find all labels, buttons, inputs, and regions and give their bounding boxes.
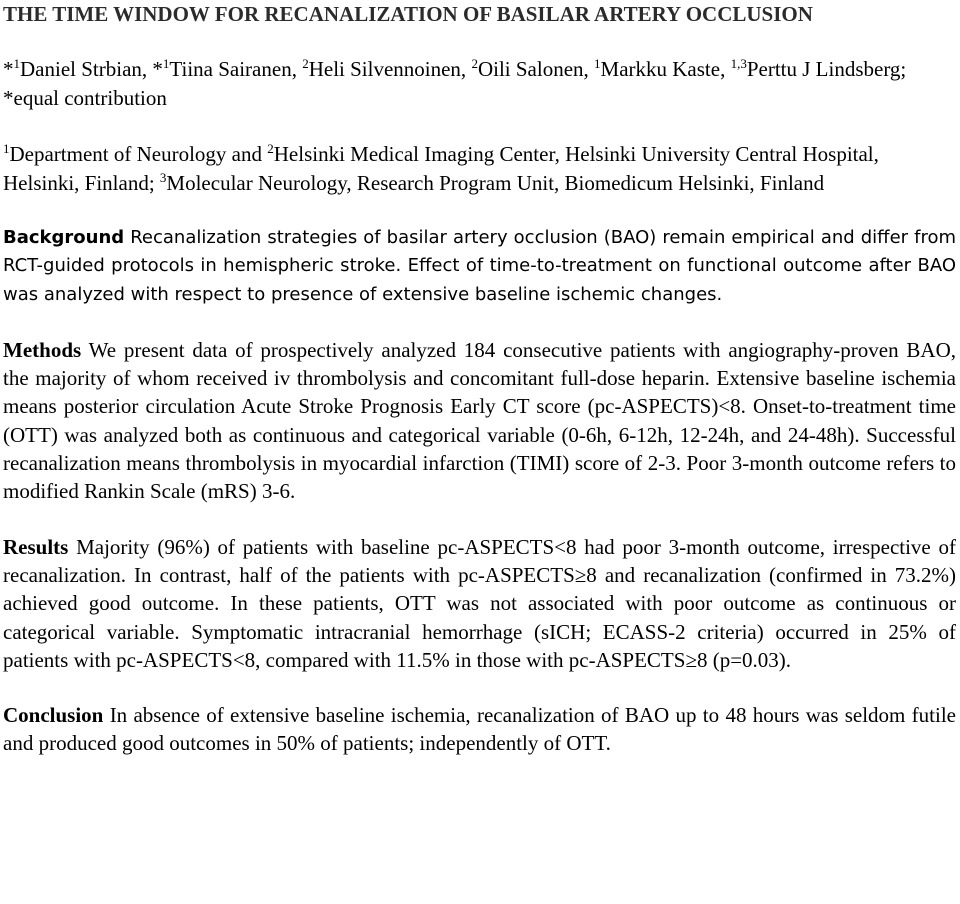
methods-section (3, 336, 956, 506)
conclusion-section (3, 701, 956, 758)
author-2: *$^1$Tiina Sairanen, (152, 56, 297, 81)
author-6: $^{1,3}$Perttu J Lindsberg; (730, 56, 907, 81)
results-heading: Results (3, 534, 69, 559)
background-heading: Background (3, 227, 125, 248)
results-section (3, 533, 956, 674)
author-5: $^1$Markku Kaste, (594, 56, 726, 81)
background-section (3, 224, 956, 309)
affiliations (3, 140, 956, 197)
methods-text: We present data of prospectively analyzed 184 consecutive patients with angiography-proven BAO, the majority of whom received iv thrombolysis and concomitant full-dose heparin. Extensive baseline ischemia means posterior circulation Acute Stroke Prognosis Early CT score (pc-ASPECTS)<8. Onset-to-treatment time (OTT) was analyzed both as continuous and categorical variable (0-6h, 6-12h, 12-24h, and 24-48h). Successful recanalization means thrombolysis in myocardial infarction (TIMI) score of 2-3. Poor 3-month outcome refers to modified Rankin Scale (mRS) 3-6. (3, 337, 956, 504)
methods-heading: Methods (3, 337, 82, 362)
paper-title: THE TIME WINDOW FOR RECANALIZATION OF BASILAR ARTERY OCCLUSION (3, 2, 813, 26)
author-4: $^2$Oili Salonen, (471, 56, 589, 81)
author-3: $^2$Heli Silvennoinen, (302, 56, 467, 81)
authors-note: *equal contribution (3, 86, 167, 110)
affiliation-2: $^2$Helsinki Medical Imaging Center, Helsinki University Central Hospital, Helsinki, Finland; (3, 141, 879, 195)
affiliation-3: $^3$Molecular Neurology, Research Program Unit, Biomedicum Helsinki, Finland (159, 169, 825, 195)
author-list (3, 55, 956, 113)
author-1: *$^1$Daniel Strbian, (3, 56, 148, 81)
conclusion-heading: Conclusion (3, 703, 104, 728)
results-text: Majority (96%) of patients with baseline pc-ASPECTS<8 had poor 3-month outcome, irrespective of recanalization. In contrast, half of the patients with pc-ASPECTS≥8 and recanalization (confirmed in 73.2%) achieved good outcome. In these patients, OTT was not associated with poor outcome as continuous or categorical variable. Symptomatic intracranial hemorrhage (sICH; ECASS-2 criteria) occurred in 25% of patients with pc-ASPECTS<8, compared with 11.5% in those with pc-ASPECTS≥8 (p=0.03). (3, 534, 956, 672)
affiliation-1: $^1$Department of Neurology and (3, 141, 263, 166)
background-text: Recanalization strategies of basilar artery occlusion (BAO) remain empirical and differ from RCT-guided protocols in hemispheric stroke. Effect of time-to-treatment on functional outcome after BAO was analyzed with respect to presence of extensive baseline ischemic changes. (3, 227, 956, 305)
conclusion-text: In absence of extensive baseline ischemia, recanalization of BAO up to 48 hours was seldom futile and produced good outcomes in 50% of patients; independently of OTT. (3, 703, 956, 756)
